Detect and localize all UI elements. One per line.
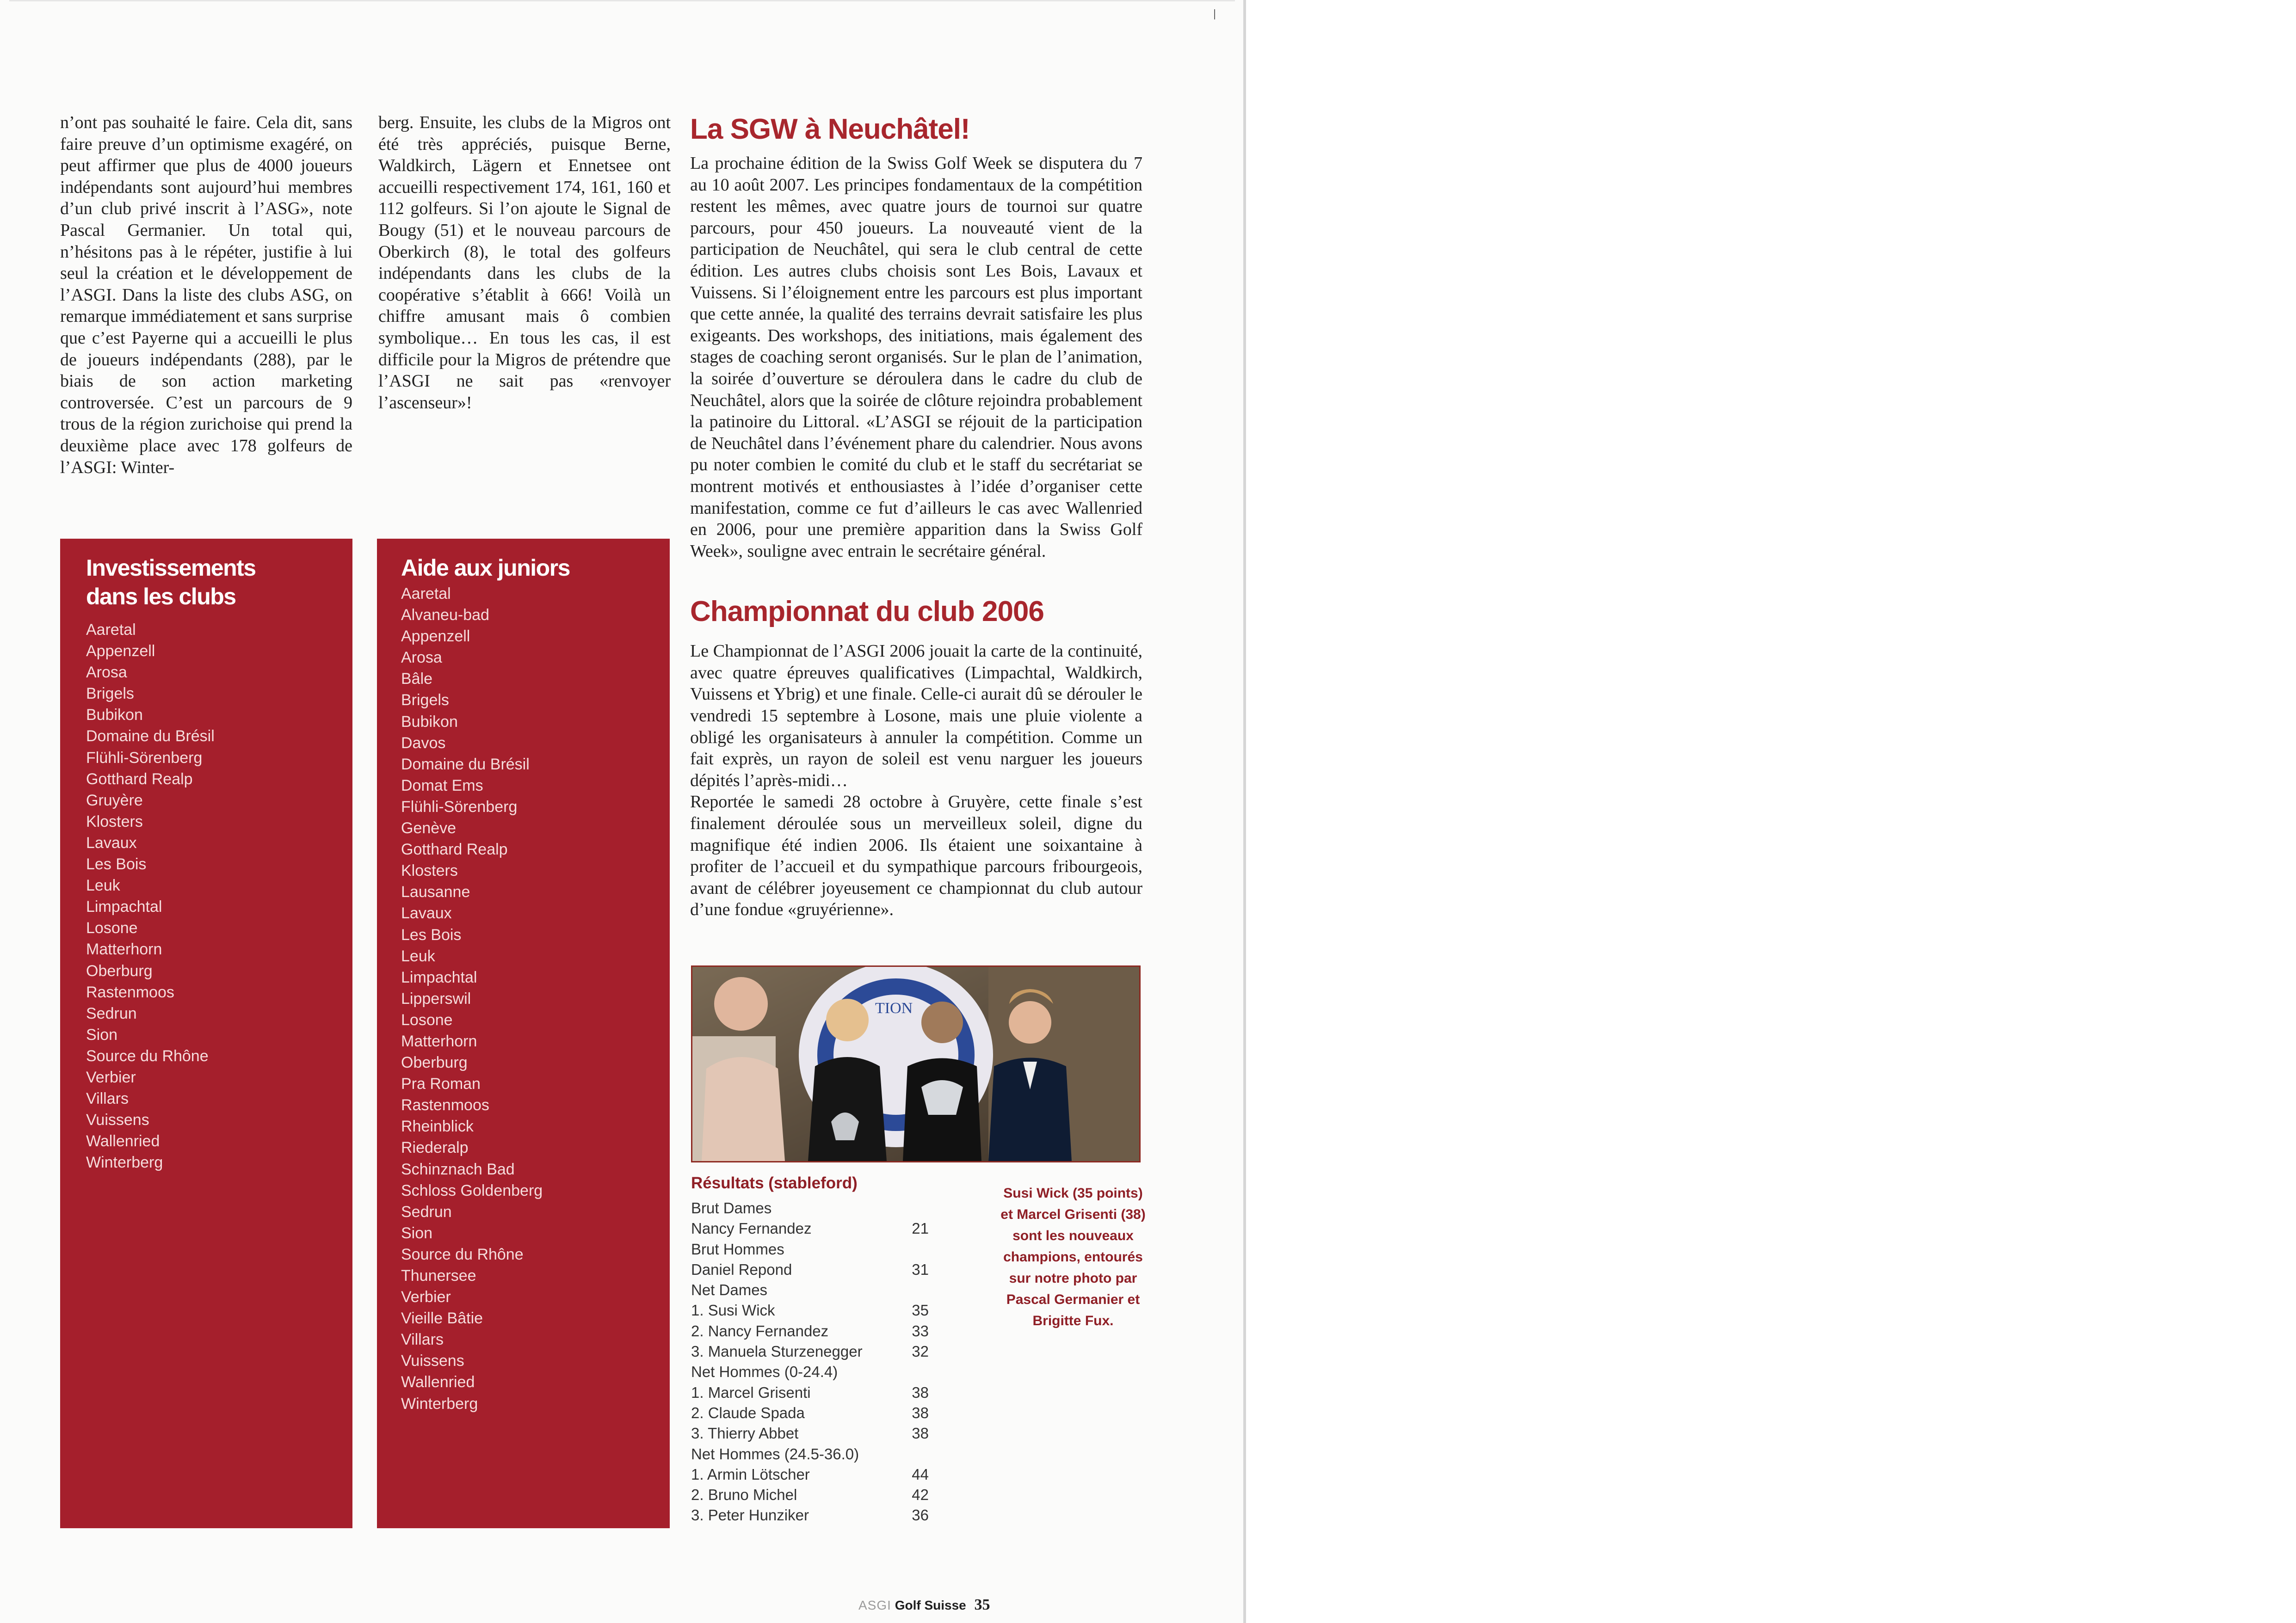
investment-club-item: Lavaux <box>86 834 137 852</box>
investment-club-item: Matterhorn <box>86 941 162 959</box>
investment-club-item: Appenzell <box>86 642 155 660</box>
investment-club-item: Sion <box>86 1026 118 1044</box>
investment-club-item: Domaine du Brésil <box>86 727 215 745</box>
results-player: Net Hommes (0-24.4) <box>691 1363 838 1381</box>
footer-magazine: Golf Suisse <box>895 1598 966 1612</box>
results-points: 36 <box>912 1506 929 1524</box>
investment-club-item: Wallenried <box>86 1132 160 1150</box>
investment-club-item: Arosa <box>86 664 127 682</box>
juniors-club-list <box>377 582 670 1414</box>
junior-club-item: Vieille Bâtie <box>401 1309 483 1328</box>
junior-club-item: Aaretal <box>401 585 451 602</box>
photo-caption: Susi Wick (35 points) et Marcel Grisenti (38) sont les nouveaux champions, entourés sur notre photo par Pascal Germanier et Brigitte Fux. <box>1000 1186 1146 1328</box>
results-row <box>691 1485 932 1505</box>
junior-club-item: Genève <box>401 819 457 837</box>
results-row <box>691 1300 932 1321</box>
junior-club-item: Alvaneu-bad <box>401 606 489 624</box>
results-player: 2. Claude Spada <box>691 1404 805 1421</box>
junior-club-item: Winterberg <box>401 1395 478 1413</box>
results-points <box>901 1239 932 1260</box>
results-row <box>691 1218 932 1239</box>
investment-club-item: Gotthard Realp <box>86 770 193 788</box>
results-points: 38 <box>912 1383 929 1401</box>
junior-club-item: Lavaux <box>401 904 452 922</box>
results-row <box>691 1239 932 1260</box>
results-row <box>691 1198 932 1218</box>
investment-club-item: Losone <box>86 919 138 937</box>
junior-club-item: Klosters <box>401 862 458 880</box>
investment-club-item: Brigels <box>86 685 134 703</box>
results-points <box>901 1444 932 1464</box>
investments-box-title <box>60 539 352 611</box>
investments-title-line-1: Investissements <box>86 555 256 581</box>
results-row <box>691 1321 932 1341</box>
results-player: 1. Marcel Grisenti <box>691 1383 811 1401</box>
results-points: 32 <box>912 1343 929 1360</box>
junior-club-item: Schinznach Bad <box>401 1160 515 1178</box>
results-player: 1. Susi Wick <box>691 1302 775 1319</box>
results-player: Net Hommes (24.5-36.0) <box>691 1445 859 1463</box>
championship-text-p1: Le Championnat de l’ASGI 2006 jouait la carte de la continuité, avec quatre épreuves qualificatives (Limpachtal, Waldkirch, Vuissens et Ybrig) et une finale. Celle-ci aurait dû se dérouler le vendredi 15 septembre à Losone, mais une pluie violente a obligé les organisateurs à annuler la compétition. Comme un fait exprès, un rayon de soleil est venu narguer les joueurs dépités l’après-midi… <box>690 641 1142 790</box>
page-footer <box>858 1596 990 1614</box>
results-points <box>901 1280 932 1300</box>
results-player: Nancy Fernandez <box>691 1220 812 1237</box>
junior-club-item: Wallenried <box>401 1373 475 1391</box>
junior-club-item: Oberburg <box>401 1054 468 1072</box>
investment-club-item: Aaretal <box>86 621 136 639</box>
results-row <box>691 1444 932 1464</box>
juniors-box-title: Aide aux juniors <box>401 555 570 581</box>
footer-asgi: ASGI <box>858 1598 891 1612</box>
junior-club-item: Sion <box>401 1224 433 1242</box>
investment-club-item: Vuissens <box>86 1111 149 1129</box>
results-row <box>691 1505 932 1525</box>
investment-club-item: Source du Rhône <box>86 1047 209 1065</box>
results-player: Net Dames <box>691 1281 768 1299</box>
championship-text-p2: Reportée le samedi 28 octobre à Gruyère, cette finale s’est finalement déroulée sous un merveilleux soleil, digne du magnifique été indien 2006. Ils étaient une soixantaine à profiter de l’accueil et du sympathique parcours fribourgeois, avant de célébrer joyeusement ce championnat du club autour d’une fondue «gruyérienne». <box>690 792 1142 920</box>
junior-club-item: Vuissens <box>401 1352 464 1370</box>
investments-box <box>60 539 352 1528</box>
results-row <box>691 1280 932 1300</box>
junior-club-item: Villars <box>401 1331 444 1349</box>
junior-club-item: Losone <box>401 1011 453 1029</box>
investments-club-list <box>60 611 352 1173</box>
results-points <box>901 1198 932 1218</box>
article-text-col2: berg. Ensuite, les clubs de la Migros ont été très appréciés, puisque Berne, Waldkirch, Lägern et Ennetsee ont accueilli respectivement 174, 161, 160 et 112 golfeurs. Si l’on ajoute le Signal de Bougy (51) et le nouveau parcours de Oberkirch (8), le total des golfeurs indépendants dans les clubs de la coopérative s’établit à 666! Voilà un chiffre amusant mais ô combien symbolique… En tous les cas, il est difficile pour la Migros de prétendre que l’ASGI ne sait pas «renvoyer l’ascenseur»! <box>378 113 671 412</box>
junior-club-item: Limpachtal <box>401 968 477 986</box>
results-points: 44 <box>912 1465 929 1483</box>
junior-club-item: Flühli-Sörenberg <box>401 798 518 816</box>
results-row <box>691 1464 932 1485</box>
results-table <box>691 1198 932 1526</box>
investment-club-item: Flühli-Sörenberg <box>86 749 203 767</box>
article-column-2 <box>378 112 671 413</box>
junior-club-item: Pra Roman <box>401 1075 481 1093</box>
junior-club-item: Thunersee <box>401 1267 476 1285</box>
junior-club-item: Lausanne <box>401 883 470 901</box>
results-row <box>691 1341 932 1362</box>
investment-club-item: Winterberg <box>86 1154 163 1172</box>
results-player: 1. Armin Lötscher <box>691 1465 810 1483</box>
photo-banner-text: TION <box>875 1000 913 1017</box>
junior-club-item: Davos <box>401 734 446 752</box>
junior-club-item: Arosa <box>401 649 442 667</box>
investment-club-item: Les Bois <box>86 855 147 873</box>
investment-club-item: Gruyère <box>86 791 143 809</box>
sgw-text: La prochaine édition de la Swiss Golf Week se disputera du 7 au 10 août 2007. Les principes fondamentaux de la compétition restent les mêmes, avec quatre jours de tournoi sur quatre parcours, pour 450 joueurs. La nouveauté vient de la participation de Neuchâtel, qui sera le club central de cette édition. Les autres clubs choisis sont Les Bois, Lavaux et Vuissens. Si l’éloignement entre les parcours est plus important que cette année, la qualité des terrains devrait satisfaire les plus exigeants. Des workshops, des initiations, mais également des stages de coaching seront organisés. Sur le plan de l’animation, la soirée d’ouverture se déroulera dans le cadre du club de Neuchâtel, alors que la soirée de clôture rejoindra probablement la patinoire du Littoral. «L’ASGI se réjouit de la participation de Neuchâtel dans l’événement phare du calendrier. Nous avons pu noter combien le comité du club et le staff du secrétariat se montrent motivés et enthousiastes à l’idée d’organiser cette manifestation, comme ce fut d’ailleurs le cas avec Wallenried en 2006, pour une première apparition dans la Swiss Golf Week», souligne avec entrain le secrétaire général. <box>690 154 1142 561</box>
junior-club-item: Leuk <box>401 947 435 965</box>
investment-club-item: Rastenmoos <box>86 983 174 1001</box>
photo-illustration <box>692 967 1139 1161</box>
junior-club-item: Bubikon <box>401 713 458 731</box>
results-points: 31 <box>912 1260 929 1278</box>
results-row <box>691 1423 932 1444</box>
championship-headline: Championnat du club 2006 <box>690 596 1044 628</box>
results-row <box>691 1260 932 1280</box>
page-number: 35 <box>974 1596 990 1613</box>
results-points: 42 <box>912 1486 929 1504</box>
investment-club-item: Leuk <box>86 877 120 895</box>
scan-artifact-tick <box>1214 9 1215 19</box>
results-title: Résultats (stableford) <box>691 1174 858 1192</box>
results-player: 3. Peter Hunziker <box>691 1506 809 1524</box>
results-points: 38 <box>912 1404 929 1421</box>
junior-club-item: Rheinblick <box>401 1118 474 1136</box>
junior-club-item: Schloss Goldenberg <box>401 1181 543 1199</box>
investment-club-item: Villars <box>86 1090 129 1108</box>
junior-club-item: Lipperswil <box>401 990 471 1008</box>
scan-artifact-line <box>9 0 1235 1</box>
results-points: 33 <box>912 1322 929 1340</box>
junior-club-item: Matterhorn <box>401 1032 477 1050</box>
investments-title-line-2: dans les clubs <box>86 584 236 609</box>
results-points: 21 <box>912 1220 929 1237</box>
junior-club-item: Les Bois <box>401 926 462 944</box>
results-player: 3. Thierry Abbet <box>691 1425 799 1442</box>
juniors-box <box>377 539 670 1528</box>
junior-club-item: Appenzell <box>401 627 470 646</box>
junior-club-item: Gotthard Realp <box>401 841 508 859</box>
results-player: 2. Bruno Michel <box>691 1486 797 1504</box>
results-section <box>691 1172 932 1526</box>
results-points: 38 <box>912 1425 929 1442</box>
junior-club-item: Domat Ems <box>401 776 483 794</box>
junior-club-item: Sedrun <box>401 1203 452 1221</box>
results-row <box>691 1403 932 1423</box>
junior-club-item: Brigels <box>401 691 449 709</box>
results-player: Daniel Repond <box>691 1260 792 1278</box>
investment-club-item: Klosters <box>86 812 143 830</box>
results-player: Brut Dames <box>691 1199 772 1217</box>
investment-club-item: Verbier <box>86 1068 136 1086</box>
junior-club-item: Bâle <box>401 670 433 688</box>
investment-club-item: Sedrun <box>86 1004 137 1022</box>
investment-club-item: Limpachtal <box>86 898 162 916</box>
results-row <box>691 1362 932 1382</box>
sgw-headline: La SGW à Neuchâtel! <box>690 113 970 145</box>
results-player: 2. Nancy Fernandez <box>691 1322 829 1340</box>
article-column-1 <box>60 112 352 478</box>
junior-club-item: Source du Rhône <box>401 1245 524 1263</box>
article-column-3 <box>690 112 1142 921</box>
junior-club-item: Rastenmoos <box>401 1096 489 1114</box>
champions-photo <box>691 965 1141 1162</box>
article-text-col1: n’ont pas souhaité le faire. Cela dit, sans faire preuve d’un optimisme exagéré, on peut affirmer que plus de 4000 joueurs indépendants sont aujourd’hui membres d’un club privé inscrit à l’ASG», note Pascal Germanier. Un total qui, n’hésitons pas à le répéter, justifie à lui seul la création et le développement de l’ASGI. Dans la liste des clubs ASG, on remarque immédiatement et sans surprise que c’est Payerne qui a accueilli le plus de joueurs indépendants (288), par le biais de son action marketing controversée. C’est un parcours de 9 trous de la région zurichoise qui prend la deuxième place avec 178 golfeurs de l’ASGI: Winter- <box>60 113 352 477</box>
junior-club-item: Riederalp <box>401 1139 469 1157</box>
results-points <box>901 1362 932 1382</box>
results-points: 35 <box>912 1302 929 1319</box>
page-edge <box>1243 0 1246 1623</box>
investment-club-item: Oberburg <box>86 962 153 980</box>
investment-club-item: Bubikon <box>86 706 143 724</box>
results-player: Brut Hommes <box>691 1240 784 1258</box>
junior-club-item: Verbier <box>401 1288 451 1306</box>
results-player: 3. Manuela Sturzenegger <box>691 1343 863 1360</box>
junior-club-item: Domaine du Brésil <box>401 755 530 773</box>
results-row <box>691 1383 932 1403</box>
